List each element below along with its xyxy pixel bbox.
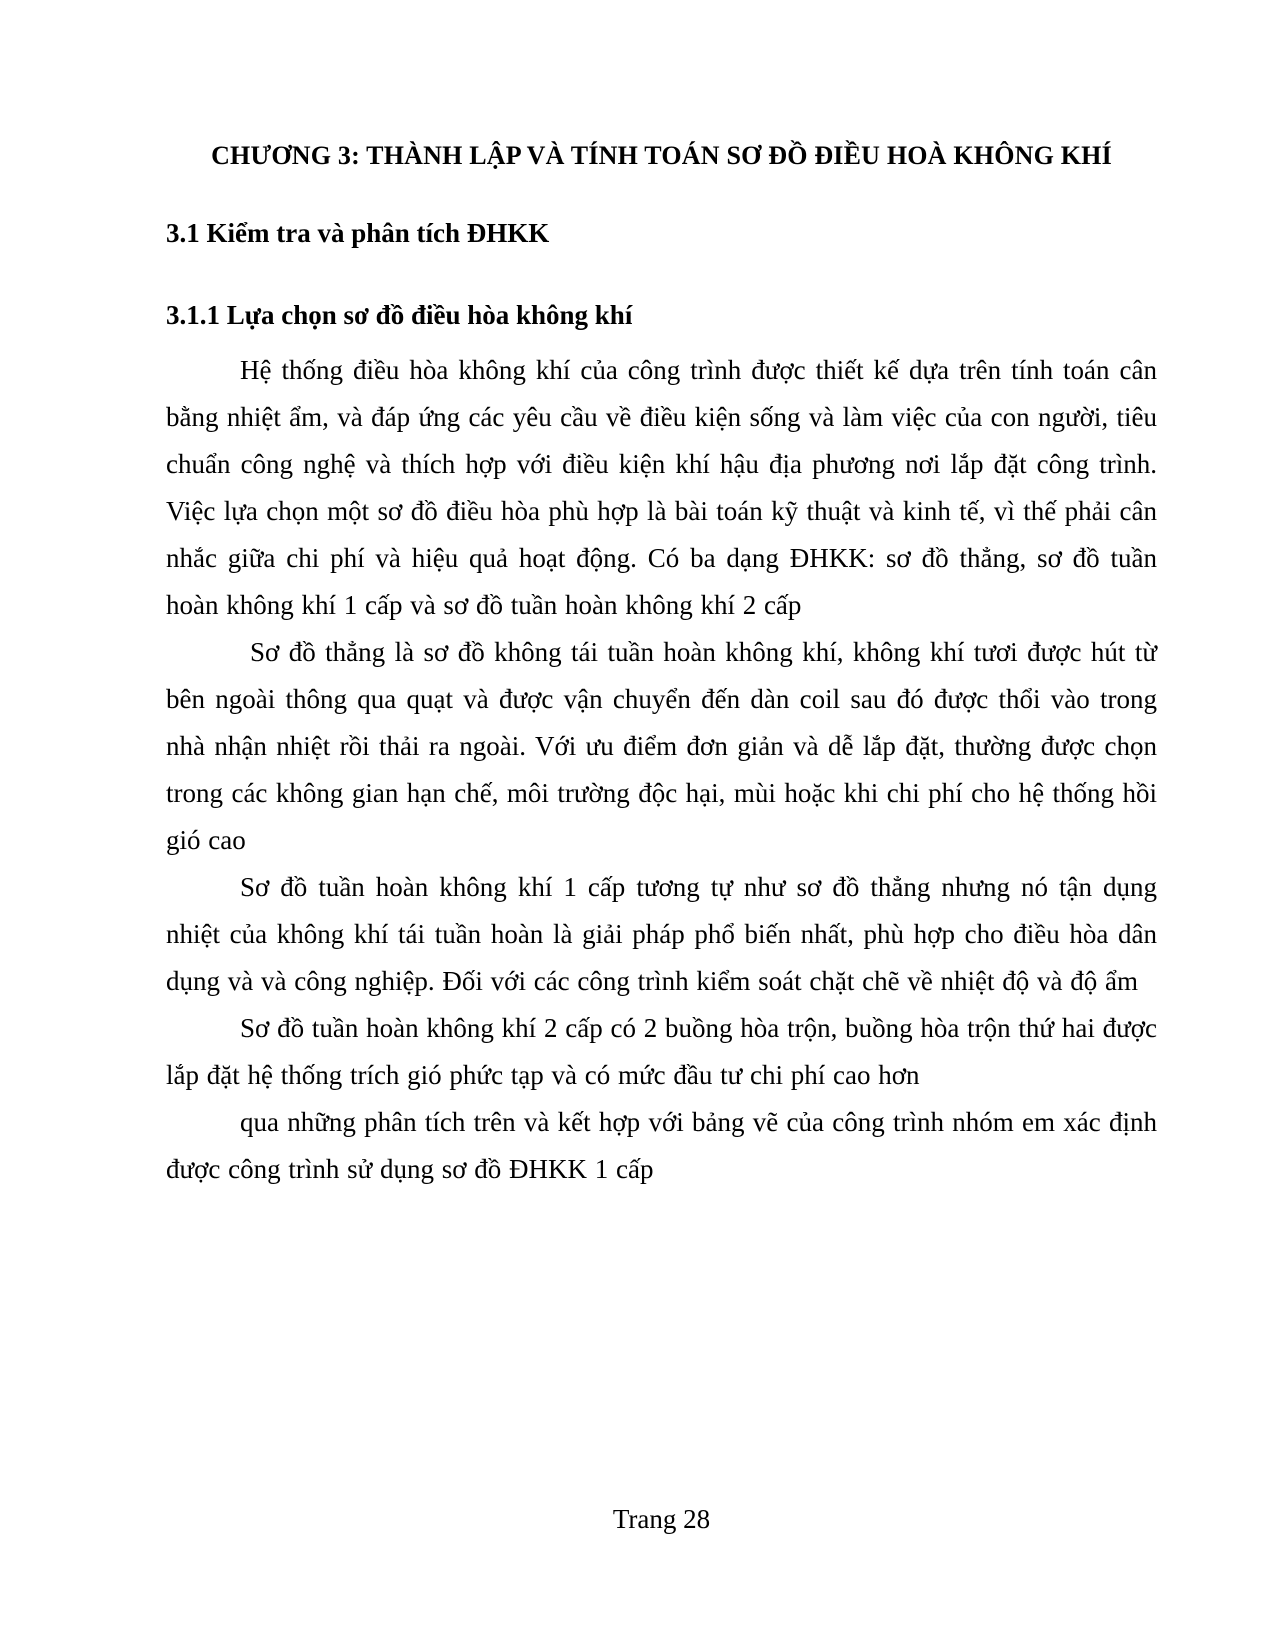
paragraph-single-stage-recirculation: Sơ đồ tuần hoàn không khí 1 cấp tương tự như sơ đồ thẳng nhưng nó tận dụng nhiệt của không khí tái tuần hoàn là giải pháp phổ biến nhất, phù hợp cho điều hòa dân dụng và và công nghiệp. Đối với các công trình kiểm soát chặt chẽ về nhiệt độ và độ ẩm — [166, 872, 1157, 996]
page-content — [166, 0, 1157, 1193]
section-heading: 3.1 Kiểm tra và phân tích ĐHKK — [166, 218, 550, 248]
paragraph-conclusion: qua những phân tích trên và kết hợp với bảng vẽ của công trình nhóm em xác định được công trình sử dụng sơ đồ ĐHKK 1 cấp — [166, 1107, 1157, 1184]
paragraph-straight-scheme: Sơ đồ thẳng là sơ đồ không tái tuần hoàn không khí, không khí tươi được hút từ bên ngoài thông qua quạt và được vận chuyển đến dàn coil sau đó được thổi vào trong nhà nhận nhiệt rồi thải ra ngoài. Với ưu điểm đơn giản và dễ lắp đặt, thường được chọn trong các không gian hạn chế, môi trường độc hại, mùi hoặc khi chi phí cho hệ thống hồi gió cao — [166, 637, 1157, 855]
chapter-title: CHƯƠNG 3: THÀNH LẬP VÀ TÍNH TOÁN SƠ ĐỒ ĐIỀU HOÀ KHÔNG KHÍ — [211, 141, 1112, 170]
body-text — [166, 347, 1157, 1193]
page-number-footer: Trang 28 — [612, 1504, 711, 1534]
subsection-heading: 3.1.1 Lựa chọn sơ đồ điều hòa không khí — [166, 300, 633, 330]
paragraph-air-conditioning-design: Hệ thống điều hòa không khí của công trình được thiết kế dựa trên tính toán cân bằng nhiệt ẩm, và đáp ứng các yêu cầu về điều kiện sống và làm việc của con người, tiêu chuẩn công nghệ và thích hợp với điều kiện khí hậu địa phương nơi lắp đặt công trình. Việc lựa chọn một sơ đồ điều hòa phù hợp là bài toán kỹ thuật và kinh tế, vì thế phải cân nhắc giữa chi phí và hiệu quả hoạt động. Có ba dạng ĐHKK: sơ đồ thẳng, sơ đồ tuần hoàn không khí 1 cấp và sơ đồ tuần hoàn không khí 2 cấp — [166, 355, 1157, 620]
paragraph-two-stage-recirculation: Sơ đồ tuần hoàn không khí 2 cấp có 2 buồng hòa trộn, buồng hòa trộn thứ hai được lắp đặt hệ thống trích gió phức tạp và có mức đầu tư chi phí cao hơn — [166, 1013, 1157, 1090]
